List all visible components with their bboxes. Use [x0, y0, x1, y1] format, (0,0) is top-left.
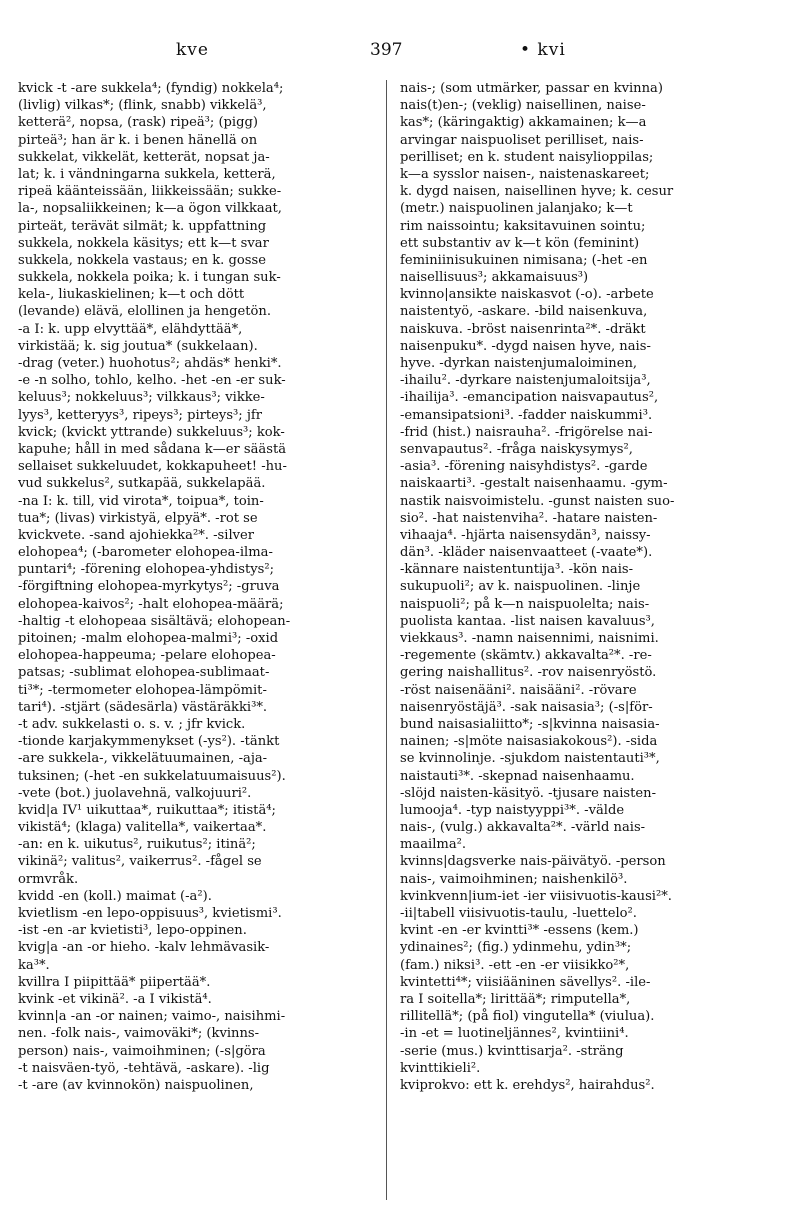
- text-line: nais-, vaimoihminen; naishenkilö³.: [400, 871, 628, 887]
- text-line: (livlig) vilkas*; (flink, snabb) vikkelä³,: [18, 98, 267, 114]
- text-line: virkistää; k. sig joutua* (sukkelaan).: [18, 338, 258, 354]
- text-line: -emansipatsioni³. -fadder naiskummi³.: [400, 407, 653, 423]
- text-line: elohopea-kaivos²; -halt elohopea-määrä;: [18, 596, 284, 612]
- text-line: kvinkvenn|ium-iet -ier viisivuotis-kausi²*.: [400, 888, 672, 904]
- text-line: arvingar naispuoliset perilliset, nais-: [400, 132, 644, 148]
- text-line: naisenryöstäjä³. -sak naisasia³; (-s|för-: [400, 699, 653, 715]
- text-line: (levande) elävä, elollinen ja hengetön.: [18, 304, 272, 320]
- text-line: naisenpuku*. -dygd naisen hyve, nais-: [400, 338, 651, 354]
- text-line: feminiinisukuinen nimisana; (-het -en: [400, 252, 648, 268]
- text-line: pitoinen; -malm elohopea-malmi³; -oxid: [18, 631, 279, 646]
- right-guide-word: • kvi: [520, 40, 566, 60]
- text-line: -slöjd naisten-käsityö. -tjusare naisten-: [400, 785, 657, 801]
- text-line: ka³*.: [18, 957, 50, 973]
- text-line: keluus³; nokkeluus³; vilkkaus³; vikke-: [18, 390, 265, 406]
- text-line: kvickvete. -sand ajohiekka²*. -silver: [18, 527, 255, 543]
- text-line: (fam.) niksi³. -ett -en -er viisikko²*,: [400, 957, 630, 973]
- text-line: -haltig -t elohopeaa sisältävä; elohopean-: [18, 613, 291, 629]
- text-line: -röst naisenääni². naisääni². -rövare: [400, 682, 637, 698]
- text-line: lat; k. i vändningarna sukkela, ketterä,: [18, 166, 276, 182]
- text-line: kvintetti⁴*; viisiääninen sävellys². -ile-: [400, 974, 651, 990]
- page-header: [0, 40, 792, 64]
- text-line: kas*; (käringaktig) akkamainen; k—a: [400, 115, 647, 131]
- text-line: bund naisasialiitto*; -s|kvinna naisasia-: [400, 716, 660, 732]
- text-line: kvick; (kvickt yttrande) sukkeluus³; kok-: [18, 424, 285, 440]
- text-line: -frid (hist.) naisrauha². -frigörelse nai-: [400, 424, 653, 440]
- left-column: [18, 80, 374, 1094]
- text-line: nastik naisvoimistelu. -gunst naisten suo-: [400, 493, 675, 509]
- text-line: kela-, liukaskielinen; k—t och dött: [18, 287, 245, 303]
- text-line: lumooja⁴. -typ naistyyppi³*. -välde: [400, 802, 625, 818]
- text-line: kvietlism -en lepo-oppisuus³, kvietismi³.: [18, 906, 282, 921]
- text-line: pirteä³; han är k. i benen hänellä on: [18, 132, 258, 148]
- text-line: naispuoli²; på k—n naispuolelta; nais-: [400, 596, 650, 612]
- text-line: sukupuoli²; av k. naispuolinen. -linje: [400, 579, 641, 595]
- text-line: kvinn|a -an -or nainen; vaimo-, naisihmi-: [18, 1009, 286, 1025]
- text-line: sukkela, nokkela käsitys; ett k—t svar: [18, 235, 269, 251]
- text-line: -tionde karjakymmenykset (-ys²). -tänkt: [18, 734, 280, 750]
- text-line: kvidd -en (koll.) maimat (-a²).: [18, 888, 212, 904]
- text-line: ett substantiv av k—t kön (feminint): [400, 235, 640, 251]
- text-line: nais-, (vulg.) akkavalta²*. -värld nais-: [400, 820, 646, 836]
- text-line: kvink -et vikinä². -a I vikistä⁴.: [18, 991, 212, 1007]
- text-line: -t adv. sukkelasti o. s. v. ; jfr kvick.: [18, 716, 246, 732]
- page-number: 397: [370, 40, 403, 60]
- text-line: -t naisväen-työ, -tehtävä, -askare). -lig: [18, 1060, 270, 1076]
- text-line: -in -et = luotineljännes², kvintiini⁴.: [400, 1026, 629, 1042]
- text-line: -ist -en -ar kvietisti³, lepo-oppinen.: [18, 923, 247, 939]
- text-line: puolista kantaa. -list naisen kavaluus³,: [400, 613, 655, 629]
- text-line: naisellisuus³; akkamaisuus³): [400, 270, 589, 286]
- text-line: nais-; (som utmärker, passar en kvinna): [400, 81, 663, 96]
- text-line: naistentyö, -askare. -bild naisenkuva,: [400, 304, 648, 320]
- left-guide-word: kve: [176, 40, 209, 60]
- text-line: tua*; (livas) virkistyä, elpyä*. -rot se: [18, 510, 258, 526]
- text-line: rillitellä*; (på fiol) vingutella* (viulua).: [400, 1009, 655, 1025]
- text-line: elohopea-happeuma; -pelare elohopea-: [18, 648, 276, 664]
- text-line: kvinttikieli².: [400, 1060, 481, 1076]
- text-line: kvint -en -er kvintti³* -essens (kem.): [400, 923, 639, 939]
- text-line: -t -are (av kvinnokön) naispuolinen,: [18, 1077, 254, 1093]
- text-line: kvillra I piipittää* piipertää*.: [18, 974, 211, 990]
- text-line: vikistä⁴; (klaga) valitella*, vaikertaa*.: [18, 820, 267, 836]
- text-line: la-, nopsaliikkeinen; k—a ögon vilkkaat,: [18, 201, 282, 217]
- text-line: sukkelat, vikkelät, ketterät, nopsat ja-: [18, 149, 270, 165]
- text-line: patsas; -sublimat elohopea-sublimaat-: [18, 665, 270, 681]
- text-line: puntari⁴; -förening elohopea-yhdistys²;: [18, 562, 274, 578]
- text-line: ormvråk.: [18, 871, 79, 887]
- text-line: kvig|a -an -or hieho. -kalv lehmävasik-: [18, 940, 270, 956]
- text-line: -ihailu². -dyrkare naistenjumaloitsija³,: [400, 373, 651, 389]
- text-line: rim naissointu; kaksitavuinen sointu;: [400, 218, 646, 234]
- right-column: [400, 80, 774, 1094]
- text-line: tari⁴). -stjärt (sädesärla) västäräkki³*.: [18, 699, 268, 715]
- text-line: -regemente (skämtv.) akkavalta²*. -re-: [400, 648, 652, 664]
- column-divider: [386, 80, 387, 1200]
- text-line: -a I: k. upp elvyttää*, elähdyttää*,: [18, 321, 243, 337]
- text-line: kvick -t -are sukkela⁴; (fyndig) nokkela⁴;: [18, 81, 284, 96]
- text-line: -e -n solho, tohlo, kelho. -het -en -er suk-: [18, 373, 286, 389]
- text-line: -are sukkela-, vikkelätuumainen, -aja-: [18, 751, 268, 767]
- text-line: se kvinnolinje. -sjukdom naistentauti³*,: [400, 751, 660, 767]
- text-line: lyys³, ketteryys³, ripeys³; pirteys³; jfr: [18, 407, 263, 423]
- text-line: pirteät, terävät silmät; k. uppfattning: [18, 218, 267, 234]
- text-line: -vete (bot.) juolavehnä, valkojuuri².: [18, 785, 252, 801]
- text-line: elohopea⁴; (-barometer elohopea-ilma-: [18, 545, 273, 561]
- text-line: hyve. -dyrkan naistenjumaloiminen,: [400, 356, 638, 371]
- text-line: -asia³. -förening naisyhdistys². -garde: [400, 459, 648, 475]
- text-line: ketterä², nopsa, (rask) ripeä³; (pigg): [18, 115, 258, 131]
- text-line: gering naishallitus². -rov naisenryöstö.: [400, 665, 657, 681]
- text-line: -ihailija³. -emancipation naisvapautus²,: [400, 390, 659, 406]
- text-line: -ii|tabell viisivuotis-taulu, -luettelo².: [400, 906, 637, 921]
- text-line: -serie (mus.) kvinttisarja². -sträng: [400, 1043, 624, 1059]
- text-line: naistauti³*. -skepnad naisenhaamu.: [400, 768, 635, 784]
- text-line: sukkela, nokkela vastaus; en k. gosse: [18, 252, 266, 268]
- text-line: sukkela, nokkela poika; k. i tungan suk-: [18, 270, 281, 286]
- text-line: maailma².: [400, 837, 467, 853]
- text-line: vihaaja⁴. -hjärta naisensydän³, naissy-: [400, 527, 651, 543]
- text-line: viekkaus³. -namn naisennimi, naisnimi.: [400, 631, 659, 646]
- text-line: -na I: k. till, vid virota*, toipua*, toin-: [18, 493, 264, 509]
- text-line: vikinä²; valitus², vaikerrus². -fågel se: [18, 854, 262, 870]
- text-line: ti³*; -termometer elohopea-lämpömit-: [18, 682, 267, 698]
- text-line: nainen; -s|möte naisasiakokous²). -sida: [400, 734, 658, 750]
- text-line: -kännare naistentuntija³. -kön nais-: [400, 562, 634, 578]
- text-line: person) nais-, vaimoihminen; (-s|göra: [18, 1043, 266, 1059]
- text-line: k—a sysslor naisen-, naistenaskareet;: [400, 166, 650, 182]
- text-line: perilliset; en k. student naisylioppilas;: [400, 149, 654, 165]
- text-line: ra I soitella*; lirittää*; rimputella*,: [400, 991, 631, 1007]
- text-line: tuksinen; (-het -en sukkelatuumaisuus²).: [18, 768, 286, 784]
- text-line: naiskuva. -bröst naisenrinta²*. -dräkt: [400, 321, 646, 337]
- text-line: nen. -folk nais-, vaimoväki*; (kvinns-: [18, 1026, 260, 1042]
- text-line: kapuhe; håll in med sådana k—er säästä: [18, 441, 287, 457]
- text-line: kvinno|ansikte naiskasvot (-o). -arbete: [400, 287, 654, 303]
- text-line: ripeä käänteissään, liikkeissään; sukke-: [18, 184, 282, 200]
- text-line: (metr.) naispuolinen jalanjako; k—t: [400, 201, 633, 217]
- text-line: -an: en k. uikutus², ruikutus²; itinä²;: [18, 837, 256, 853]
- text-line: -förgiftning elohopea-myrkytys²; -gruva: [18, 579, 280, 595]
- text-line: kviprokvo: ett k. erehdys², hairahdus².: [400, 1077, 655, 1093]
- text-line: kvid|a IV¹ uikuttaa*, ruikuttaa*; itistä⁴;: [18, 802, 276, 818]
- text-line: sellaiset sukkeluudet, kokkapuheet! -hu-: [18, 459, 287, 475]
- text-line: naiskaarti³. -gestalt naisenhaamu. -gym-: [400, 476, 668, 492]
- text-line: k. dygd naisen, naisellinen hyve; k. cesur: [400, 184, 674, 200]
- text-line: dän³. -kläder naisenvaatteet (-vaate*).: [400, 545, 653, 561]
- text-line: ydinaines²; (fig.) ydinmehu, ydin³*;: [400, 940, 632, 956]
- text-line: vud sukkelus², sutkapää, sukkelapää.: [18, 476, 266, 492]
- text-line: kvinns|dagsverke nais-päivätyö. -person: [400, 854, 666, 870]
- text-line: -drag (veter.) huohotus²; ahdäs* henki*.: [18, 356, 282, 371]
- text-line: nais(t)en-; (veklig) naisellinen, naise-: [400, 98, 646, 114]
- text-line: sio². -hat naistenviha². -hatare naisten-: [400, 510, 658, 526]
- text-line: senvapautus². -fråga naiskysymys²,: [400, 441, 633, 457]
